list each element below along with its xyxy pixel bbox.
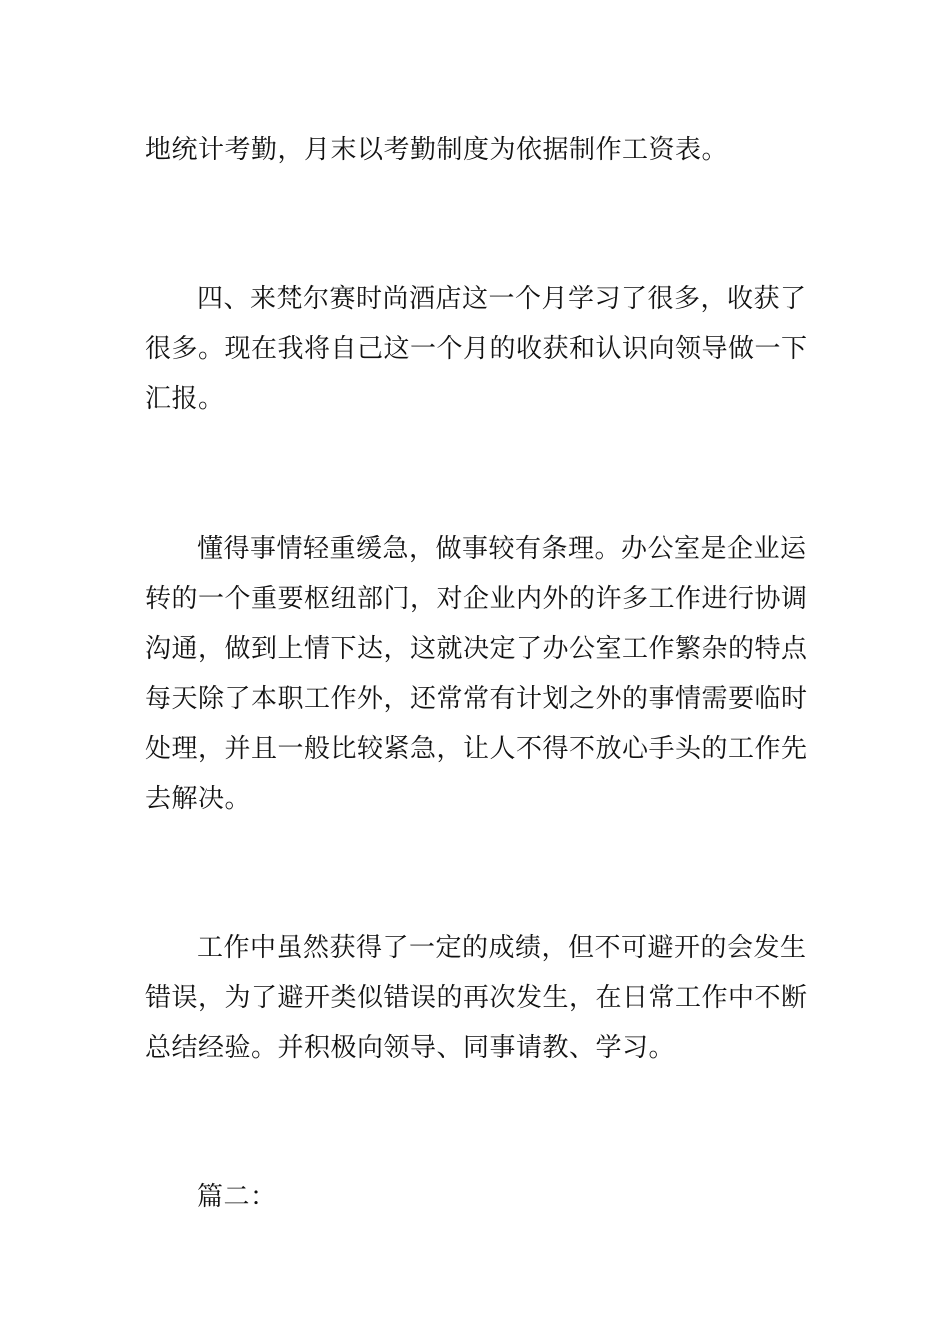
- paragraph-3-line-1: 懂得事情轻重缓急，做事较有条理。办公室是企业运: [197, 534, 807, 564]
- paragraph-3-line-2: 转的一个重要枢纽部门，对企业内外的许多工作进行协调: [145, 584, 808, 614]
- paragraph-2-line-2: 很多。现在我将自己这一个月的收获和认识向领导做一下: [145, 334, 808, 364]
- section-heading: 篇二：: [197, 1182, 277, 1212]
- paragraph-3-line-4: 每天除了本职工作外，还常常有计划之外的事情需要临时: [145, 684, 808, 714]
- paragraph-3-line-6: 去解决。: [145, 784, 252, 814]
- paragraph-3-line-5: 处理，并且一般比较紧急，让人不得不放心手头的工作先: [145, 734, 808, 764]
- paragraph-2-line-1: 四、来梵尔赛时尚酒店这一个月学习了很多，收获了: [197, 284, 807, 314]
- paragraph-2-line-3: 汇报。: [145, 384, 225, 414]
- paragraph-4-line-1: 工作中虽然获得了一定的成绩，但不可避开的会发生: [197, 933, 807, 963]
- paragraph-4-line-2: 错误，为了避开类似错误的再次发生，在日常工作中不断: [145, 983, 808, 1013]
- paragraph-3-line-3: 沟通，做到上情下达，这就决定了办公室工作繁杂的特点: [145, 634, 808, 664]
- paragraph-4-line-3: 总结经验。并积极向领导、同事请教、学习。: [145, 1033, 676, 1063]
- paragraph-1-line-1: 地统计考勤，月末以考勤制度为依据制作工资表。: [145, 135, 729, 165]
